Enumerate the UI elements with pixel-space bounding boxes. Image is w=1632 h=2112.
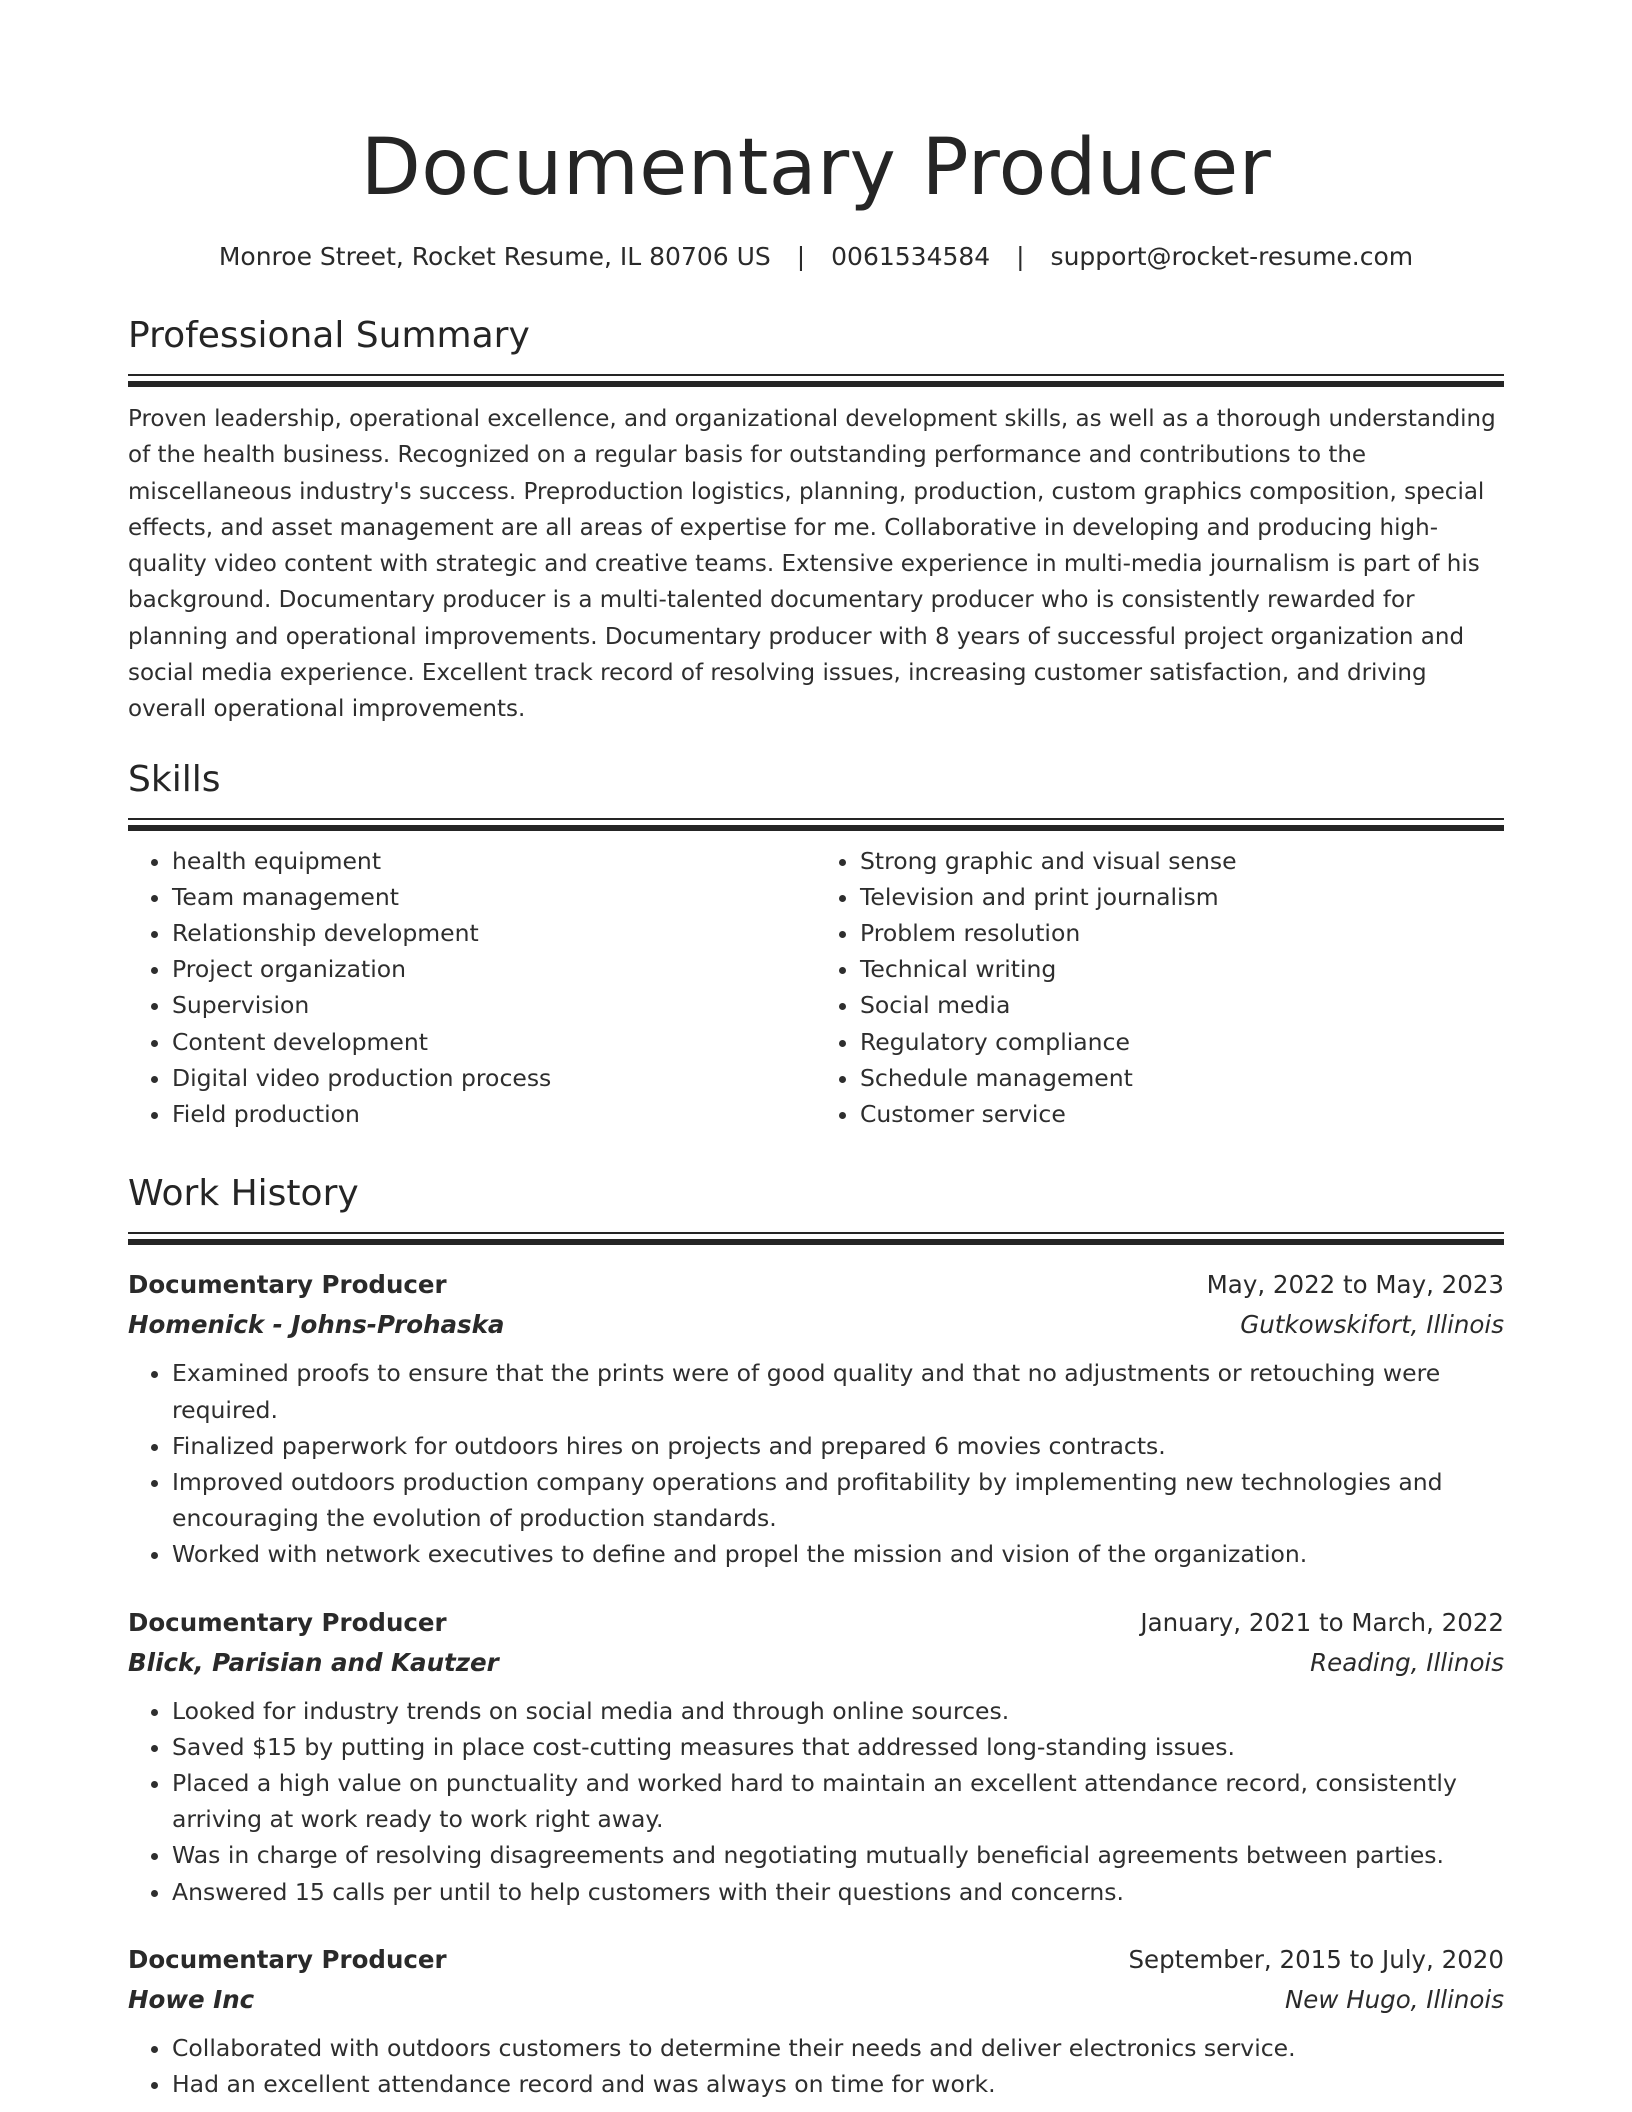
contact-email: support@rocket-resume.com [1050,242,1414,271]
summary-section [128,312,1504,728]
job-header-row [128,1603,1504,1643]
job-subheader-row [128,1980,1504,2020]
skills-heading: Skills [128,758,221,800]
job-bullet: • Was in charge of resolving disagreements and negotiating mutually beneficial agreements between parties. [172,1837,1504,1873]
job-header-row [128,1265,1504,1305]
job-title: Documentary Producer [128,1944,447,1974]
job-bullet: • Worked with network executives to define and propel the mission and vision of the organization. [172,1536,1504,1572]
job-dates: January, 2021 to March, 2022 [1140,1607,1504,1637]
summary-heading: Professional Summary [128,315,530,356]
contact-address: Monroe Street, Rocket Resume, IL 80706 US [218,242,771,271]
job-header-row [128,1940,1504,1980]
job-entry [128,1265,1504,1572]
job-title: Documentary Producer [128,1607,447,1637]
section-divider [128,374,1504,387]
skill-item: • Field production [172,1096,816,1132]
job-bullet: • Answered 15 calls per until to help customers with their questions and concerns. [172,1874,1504,1910]
skill-item: • Relationship development [172,915,816,951]
skill-item: • health equipment [172,843,816,879]
resume-name: Documentary Producer [360,123,1272,213]
skill-item: • Social media [860,987,1504,1023]
skill-item: • Project organization [172,951,816,987]
section-divider [128,1232,1504,1245]
job-location: New Hugo, Illinois [1284,1984,1504,2014]
job-subheader-row [128,1643,1504,1683]
job-company: Howe Inc [128,1984,255,2014]
skill-item: • Team management [172,879,816,915]
job-company: Blick, Parisian and Kautzer [128,1647,499,1677]
job-entry [128,1603,1504,1910]
job-location: Reading, Illinois [1310,1647,1504,1677]
job-dates: September, 2015 to July, 2020 [1128,1944,1504,1974]
contact-phone: 0061534584 [831,242,991,271]
contact-separator: | [1016,242,1025,271]
skills-section [128,756,1504,1133]
skill-item: • Technical writing [860,951,1504,987]
job-bullets [128,1355,1504,1572]
skill-item: • Strong graphic and visual sense [860,843,1504,879]
job-bullets [128,2030,1504,2102]
job-bullet: • Examined proofs to ensure that the prints were of good quality and that no adjustments or retouching were required. [172,1355,1504,1427]
skill-item: • Supervision [172,987,816,1023]
skills-columns [128,843,1504,1133]
skill-item: • Customer service [860,1096,1504,1132]
work-history-section [128,1170,1504,2102]
skills-left-list [128,843,816,1133]
job-bullet: • Finalized paperwork for outdoors hires on projects and prepared 6 movies contracts. [172,1428,1504,1464]
contact-line [128,240,1504,274]
job-bullet: • Improved outdoors production company operations and profitability by implementing new technologies and encouraging the evolution of production standards. [172,1464,1504,1536]
summary-text: Proven leadership, operational excellence, and organizational development skills, as well as a thorough understanding of the health business. Recognized on a regular basis for outstanding performance and contributions to the miscellaneous industry's success. Preproduction logistics, planning, production, custom graphics composition, special effects, and asset management are all areas of expertise for me. Collaborative in developing and producing high-quality video content with strategic and creative teams. Extensive experience in multi-media journalism is part of his background. Documentary producer is a multi-talented documentary producer who is consistently rewarded for planning and operational improvements. Documentary producer with 8 years of successful project organization and social media experience. Excellent track record of resolving issues, increasing customer satisfaction, and driving overall operational improvements. [128,406,1496,723]
skill-item: • Television and print journalism [860,879,1504,915]
contact-separator: | [796,242,806,271]
job-bullets [128,1693,1504,1910]
skills-right-list [816,843,1504,1133]
job-location: Gutkowskifort, Illinois [1240,1310,1504,1340]
section-divider [128,818,1504,831]
job-bullet: • Collaborated with outdoors customers to determine their needs and deliver electronics service. [172,2030,1504,2066]
skill-item: • Digital video production process [172,1060,816,1096]
job-bullet: • Looked for industry trends on social media and through online sources. [172,1693,1504,1729]
job-entry [128,1940,1504,2102]
work-history-heading: Work History [128,1173,359,1215]
skill-item: • Content development [172,1024,816,1060]
skill-item: • Problem resolution [860,915,1504,951]
job-subheader-row [128,1305,1504,1345]
job-dates: May, 2022 to May, 2023 [1206,1270,1504,1300]
skill-item: • Regulatory compliance [860,1024,1504,1060]
job-bullet: • Had an excellent attendance record and was always on time for work. [172,2066,1504,2102]
skill-item: • Schedule management [860,1060,1504,1096]
job-company: Homenick - Johns-Prohaska [128,1310,505,1340]
job-bullet: • Saved $15 by putting in place cost-cutting measures that addressed long-standing issues. [172,1729,1504,1765]
job-bullet: • Placed a high value on punctuality and worked hard to maintain an excellent attendance record, consistently arriving at work ready to work right away. [172,1765,1504,1837]
job-title: Documentary Producer [128,1270,447,1300]
